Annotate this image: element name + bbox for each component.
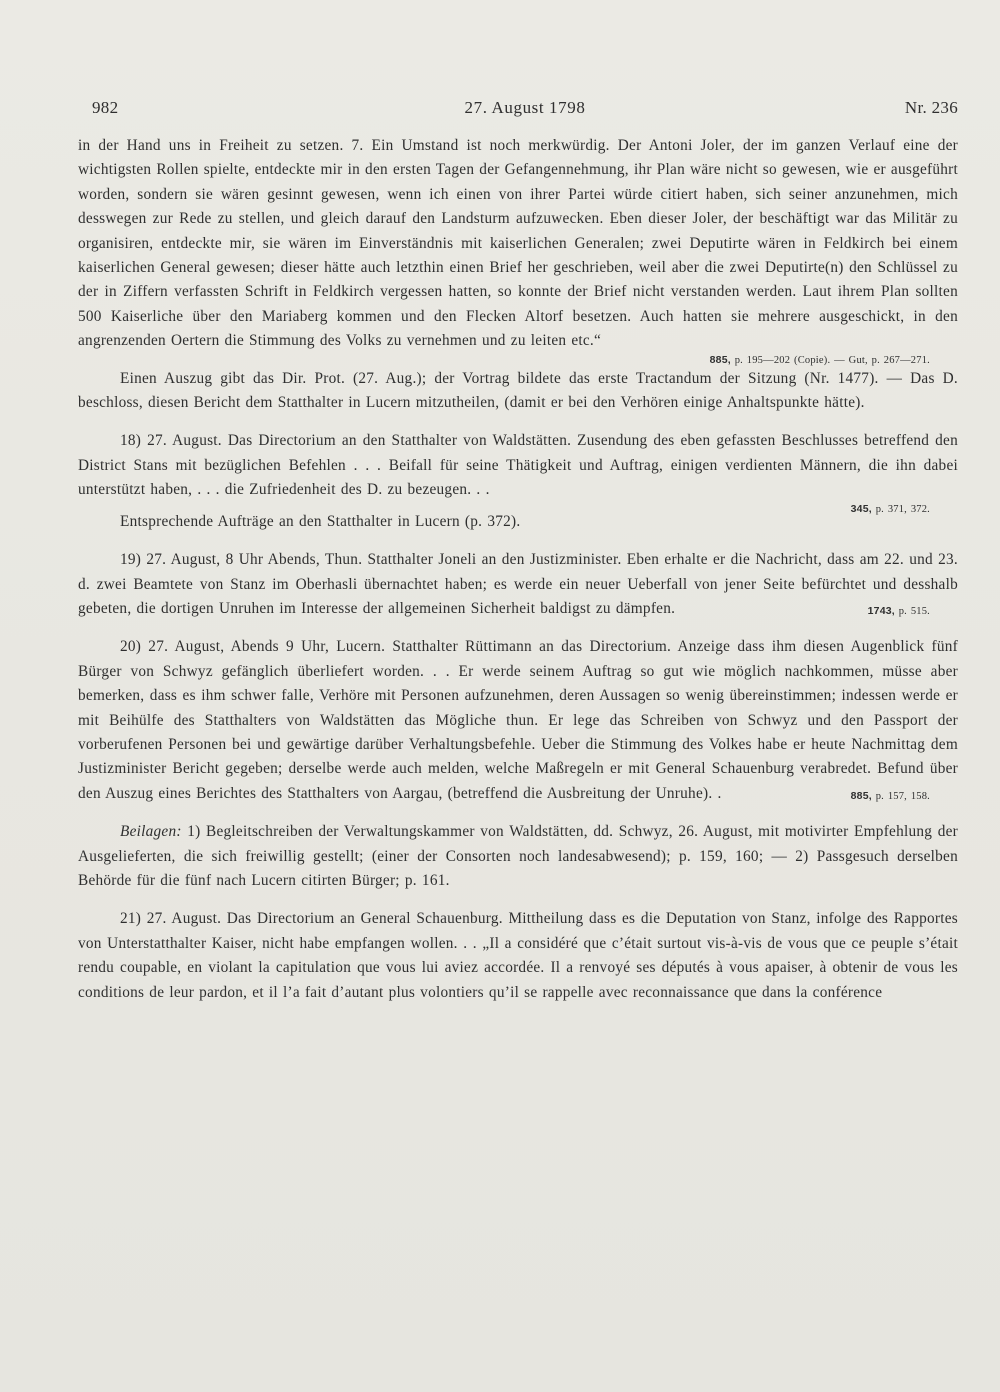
archive-pages: p. 195—202 (Copie). — Gut, p. 267—271. — [734, 354, 930, 366]
page-number: 982 — [92, 98, 119, 117]
archive-pages: p. 371, 372. — [875, 503, 930, 515]
archive-volume: 1743, — [867, 604, 895, 617]
paragraph-attachments — [78, 820, 958, 893]
attachments-label: Beilagen: — [120, 823, 182, 841]
paragraph-entry-19 — [78, 548, 958, 621]
attachments-text: 1) Begleitschreiben der Verwaltungskammer von Waldstätten, dd. Schwyz, 26. August, mit motivirter Empfehlung der Ausgelieferten, die sich freiwillig gestellt; (einer der Consorten noch landesabwesend); p. 159, 160; — 2) Passgesuch derselben Behörde für die fünf nach Lucern citirten Bürger; p. 161. — [78, 823, 958, 889]
document-body — [78, 134, 958, 1005]
paragraph-entry-18-note: Entsprechende Aufträge an den Statthalter in Lucern (p. 372). — [120, 512, 521, 530]
source-reference — [78, 354, 958, 367]
paragraph-entry-20 — [78, 635, 958, 806]
running-header — [92, 98, 958, 122]
entry-20-text: 20) 27. August, Abends 9 Uhr, Lucern. Statthalter Rüttimann an das Directorium. Anzeige dass ihm diesen Augenblick fünf Bürger von Schwyz gefänglich überliefert worden. . . Er werde seinem Auftrag so gut wie möglich nachkommen, müsse aber bemerken, dass es ihm schwer falle, Verhöre mit Personen aufzunehmen, deren Aussagen so wenig übereinstimmen; indessen werde er mit Beihülfe des Statthalters von Waldstätten das Mögliche thun. Er lege das Schreiben von Schwyz und den Passport der vorberufenen Personen bei und gewärtige darüber Verhaltungsbefehle. Ueber die Stimmung des Volkes habe er heute Nachmittag dem Justizminister Bericht gegeben; derselbe werde auch melden, welche Maßregeln er mit General Schauenburg verabredet. Befund über den Auszug eines Berichtes des Statthalters von Aargau, (betreffend die Ausbreitung der Unruhe). . — [78, 638, 958, 802]
entry-19-text: 19) 27. August, 8 Uhr Abends, Thun. Statthalter Joneli an den Justizminister. Eben erhalte er die Nachricht, dass am 22. und 23. d. zwei Beamtete von Stanz im Oberhasli übernachtet haben; es werde ein neuer Ueberfall von jener Seite befürchtet und desshalb gebeten, die dortigen Unruhen im Interesse der allgemeinen Sicherheit baldigst zu dämpfen. — [78, 551, 958, 617]
archive-volume: 885, — [709, 353, 731, 366]
document-number: Nr. 236 — [904, 98, 958, 117]
paragraph-entry-21: 21) 27. August. Das Directorium an General Schauenburg. Mittheilung dass es die Deputation von Stanz, infolge des Rapportes von Unterstatthalter Kaiser, nicht habe empfangen wollen. . . „Il a considéré que c’était surtout vis-à-vis de vous que ce peuple s’était rendu coupable, en violant la capitulation que vous lui aviez accordée. Il a renvoyé ses députés à vous apaiser, à obtenir de vous les conditions de leur pardon, et il l’a fait d’autant plus volontiers qu’il se rappelle avec reconnaissance que dans la conférence — [78, 910, 958, 1001]
source-reference — [809, 782, 958, 809]
archive-volume: 885, — [850, 789, 872, 802]
source-reference — [826, 597, 958, 624]
paragraph-letter-continuation: in der Hand uns in Freiheit zu setzen. 7. Ein Umstand ist noch merkwürdig. Der Antoni Joler, der im ganzen Verlauf eine der wichtigsten Rollen spielte, entdeckte mir in den ersten Tagen der Gefangennehmung, ihr Plan wäre nicht so gewesen, wie er ausgeführt worden, sondern sie wären gesinnt gewesen, wenn ich einen von ihrer Partei würde citiert haben, sich seiner anzunehmen, mich desswegen zur Rede zu stellen, und gleich darauf den Landsturm aufzuwecken. Eben dieser Joler, der beschäftigt war das Militär zu organisiren, entdeckte mir, sie wären im Einverständnis mit kaiserlichen Generalen; zwei Deputirte wären in Feldkirch bei einem kaiserlichen General gewesen; dieser hätte auch letzthin einen Brief her geschrieben, weil aber die zwei Deputirte(n) den Schlüssel zu der in Ziffern verfassten Schrift in Feldkirch vergessen hatten, so konnte der Brief nicht verstanden werden. Laut ihrem Plan sollten 500 Kaiserliche über den Mariaberg kommen und den Flecken Altorf besetzen. Auch hatten sie mehrere ausgeschickt, in den angrenzenden Oertern die Stimmung des Volks zu vernehmen und zu leiten etc.“ — [78, 137, 958, 350]
paragraph-entry-18: 18) 27. August. Das Directorium an den Statthalter von Waldstätten. Zusendung des eben gefassten Beschlusses betreffend den District Stans mit bezüglichen Befehlen . . . Beifall für seine Thätigkeit und Auftrag, einigen verdienten Männern, die ihn dabei unterstützt haben, . . . die Zufriedenheit des D. zu bezeugen. . . — [78, 432, 958, 499]
archive-pages: p. 157, 158. — [875, 790, 930, 802]
archive-volume: 345, — [850, 502, 872, 515]
header-date: 27. August 1798 — [464, 98, 586, 117]
archive-pages: p. 515. — [898, 605, 930, 617]
paragraph-protocol-note: Einen Auszug gibt das Dir. Prot. (27. Aug.); der Vortrag bildete das erste Tractandum der Sitzung (Nr. 1477). — Das D. beschloss, diesen Bericht dem Statthalter in Lucern mitzutheilen, (damit er bei den Verhören einige Anhaltspunkte hätte). — [78, 369, 958, 412]
